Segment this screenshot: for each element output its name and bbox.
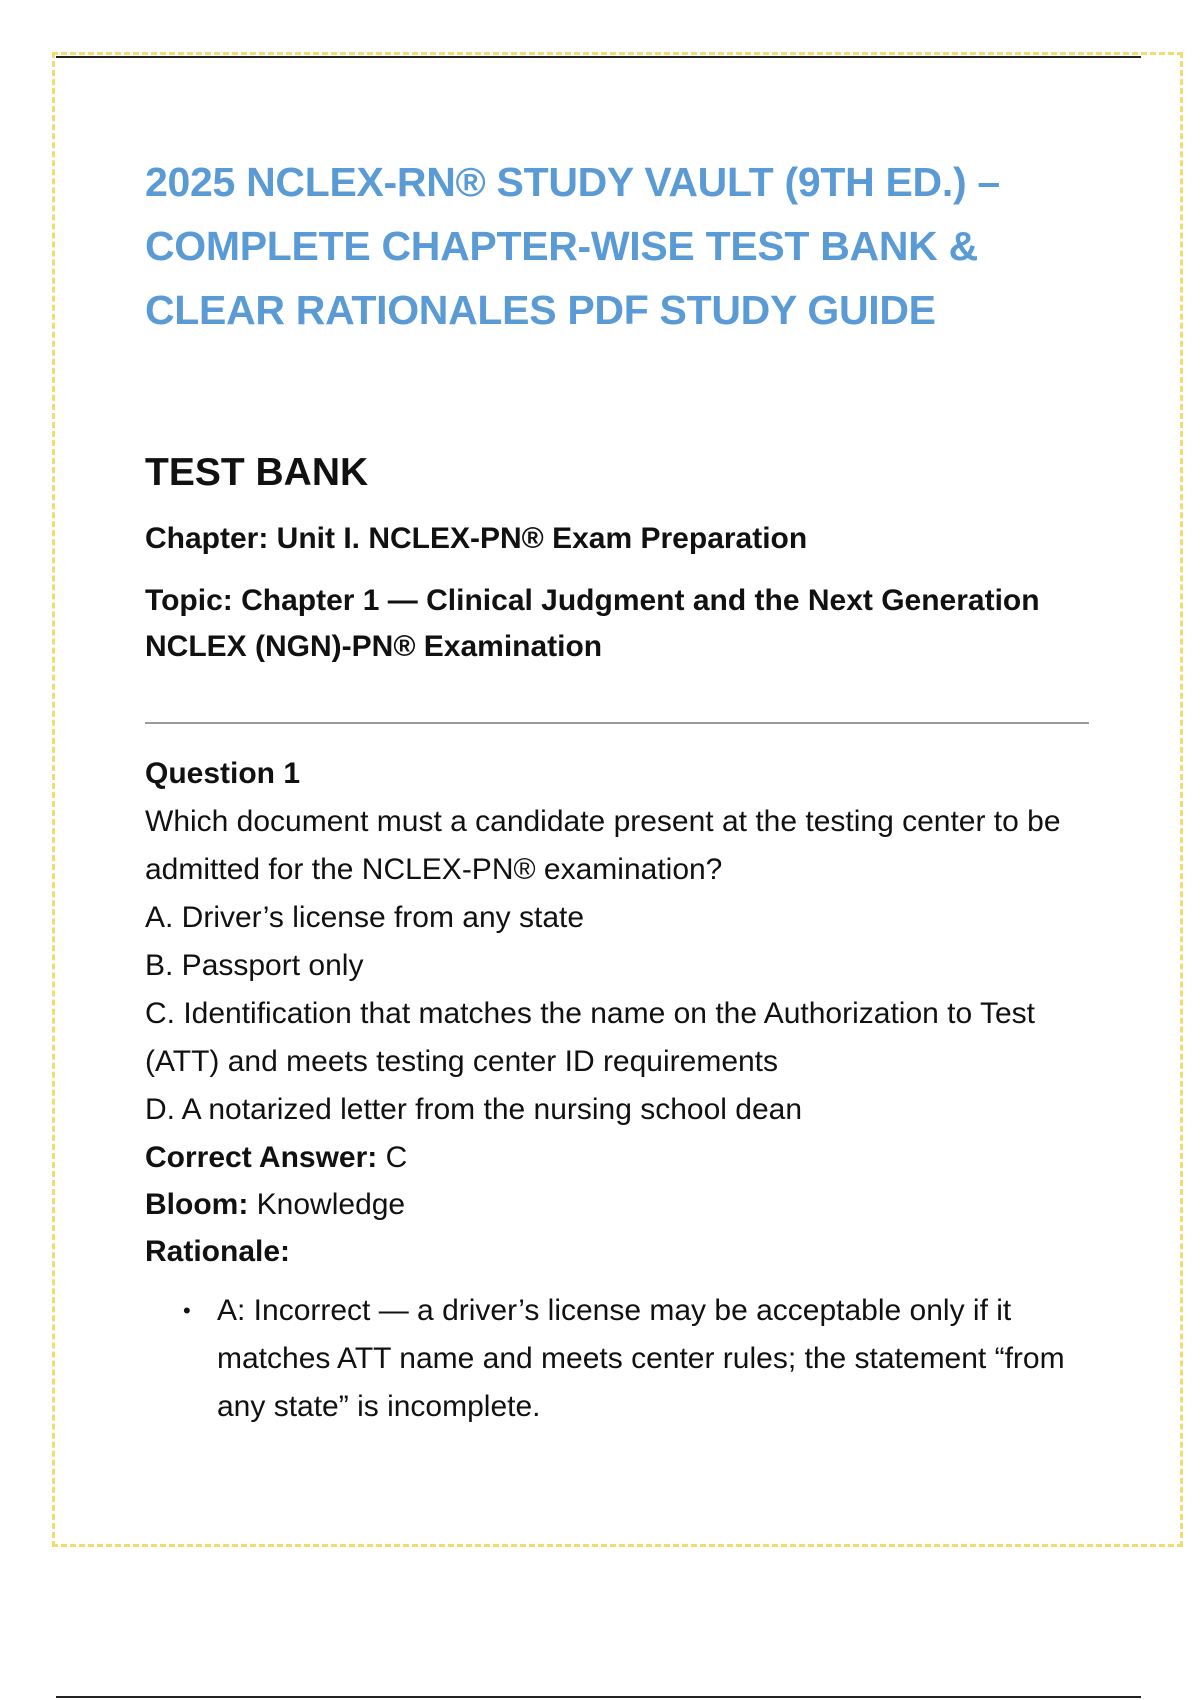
title-line: COMPLETE CHAPTER-WISE TEST BANK & (145, 223, 978, 269)
answer-option-b: B. Passport only (145, 949, 364, 982)
bullet-icon: • (183, 1298, 191, 1323)
correct-answer (145, 1134, 1095, 1181)
document-content (145, 150, 1095, 1431)
document-title (145, 150, 1095, 342)
section-heading: TEST BANK (145, 451, 369, 494)
bloom-level (145, 1181, 1095, 1228)
bottom-page-rule (56, 1696, 1141, 1698)
bloom-value: Knowledge (256, 1188, 406, 1221)
title-line: 2025 NCLEX-RN® STUDY VAULT (9TH ED.) – (145, 159, 1000, 205)
question-text: Which document must a candidate present at the testing center to be admitted for the NCLEX-PN® examination? (145, 805, 1061, 886)
correct-answer-value: C (385, 1141, 408, 1174)
rationale-list (145, 1287, 1095, 1431)
rationale-item (183, 1287, 1095, 1431)
rationale-text: A: Incorrect — a driver’s license may be acceptable only if it matches ATT name and meets center rules; the statement “from any state” is incomplete. (217, 1294, 1065, 1423)
bloom-label: Bloom: (145, 1188, 249, 1221)
answer-option-c: C. Identification that matches the name on the Authorization to Test (ATT) and meets testing center ID requirements (145, 997, 1035, 1078)
correct-answer-label: Correct Answer: (145, 1141, 378, 1174)
question-block (145, 754, 1095, 1431)
rationale-label: Rationale: (145, 1235, 291, 1268)
rationale-heading (145, 1228, 1095, 1275)
question-title: Question 1 (145, 757, 301, 790)
answer-option-a: A. Driver’s license from any state (145, 901, 585, 934)
topic-line: Topic: Chapter 1 — Clinical Judgment and the Next Generation NCLEX (NGN)-PN® Examination (145, 584, 1040, 663)
chapter-line: Chapter: Unit I. NCLEX-PN® Exam Preparation (145, 522, 808, 555)
title-line: CLEAR RATIONALES PDF STUDY GUIDE (145, 287, 936, 333)
section-divider (145, 722, 1089, 724)
answer-option-d: D. A notarized letter from the nursing school dean (145, 1093, 803, 1126)
